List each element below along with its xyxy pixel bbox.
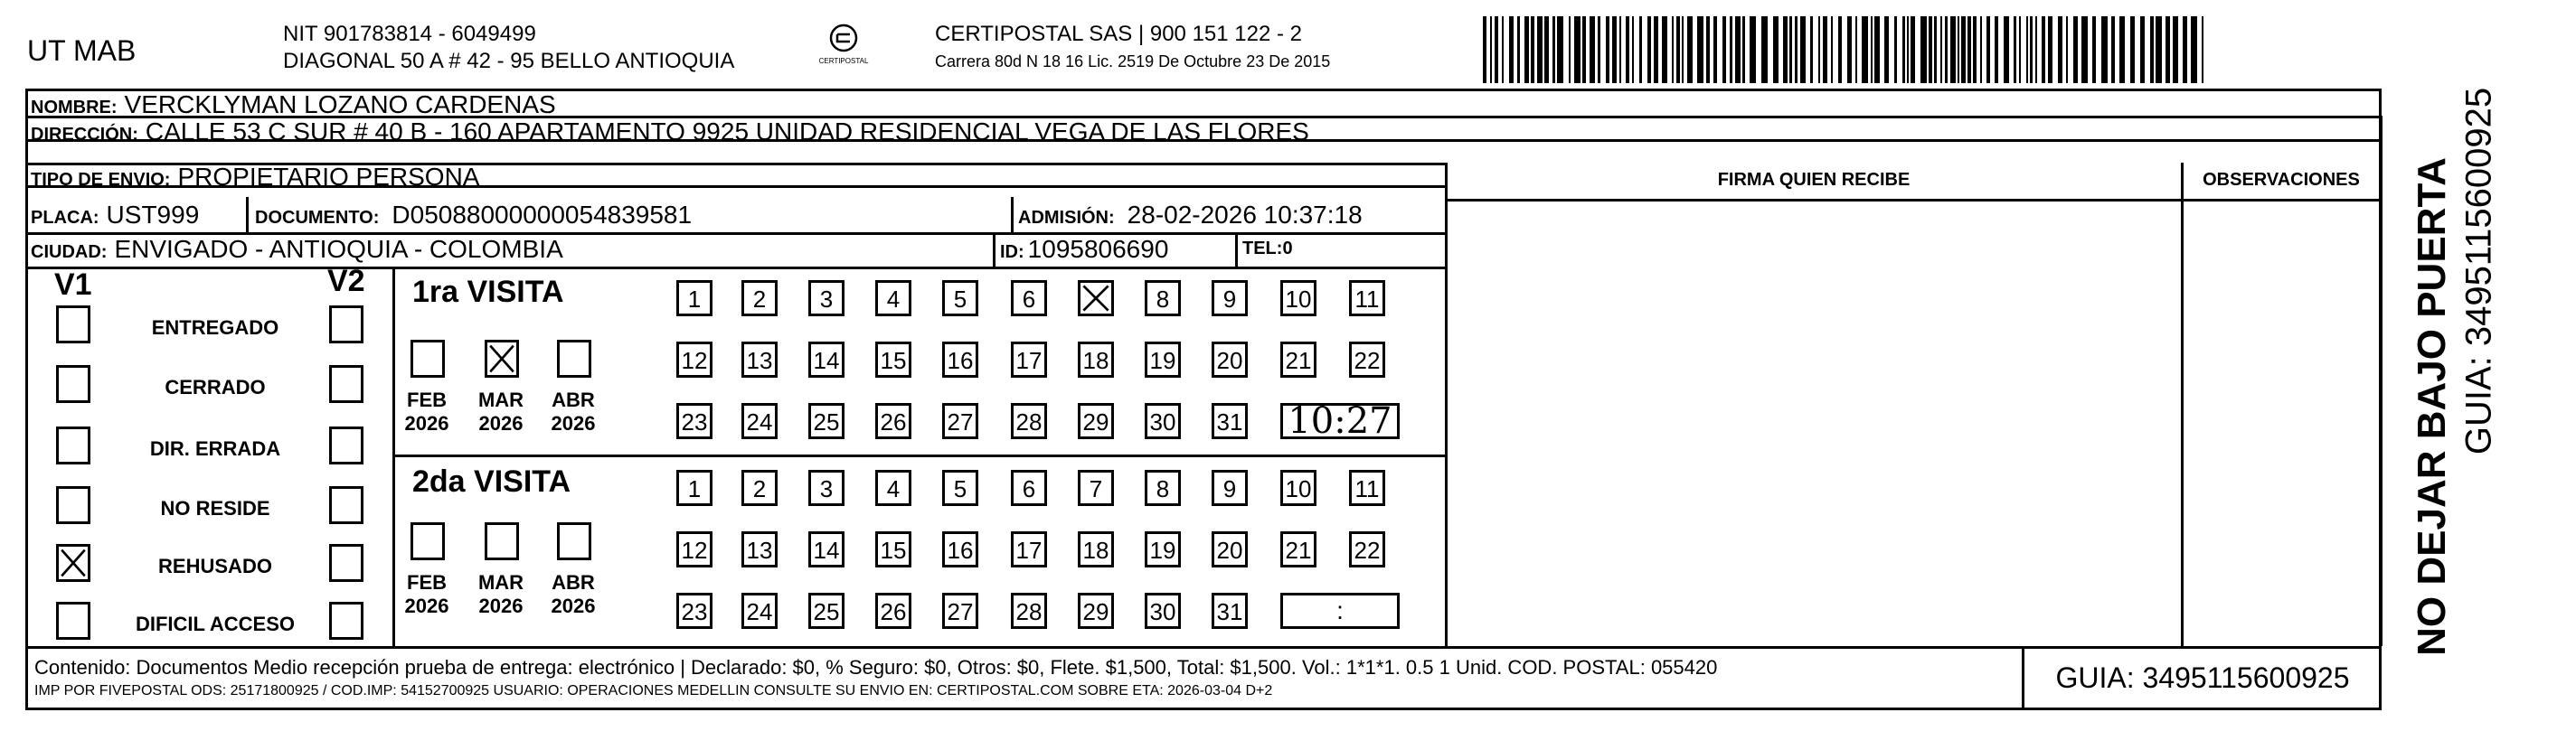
v2-label: V2 [327,264,365,298]
v1-checkbox-1[interactable] [56,365,90,403]
visit2-month-checkbox-0[interactable] [410,522,445,560]
visit2-day-15[interactable]: 15 [875,531,911,567]
visit2-title: 2da VISITA [412,464,571,499]
visit2-day-13[interactable]: 13 [741,531,778,567]
visit2-month-label-0: FEB 2026 [404,571,449,617]
visit1-day-13[interactable]: 13 [741,342,778,378]
visit2-day-31[interactable]: 31 [1212,593,1248,629]
visit2-day-16[interactable]: 16 [942,531,978,567]
visit2-day-22[interactable]: 22 [1349,531,1385,567]
imp-text: IMP POR FIVEPOSTAL ODS: 25171800925 / COD.IMP: 54152700925 USUARIO: OPERACIONES MEDELLIN CONSULTE SU ENVIO EN: CERTIPOSTAL.COM SOBRE ETA: 2026-03-04 D+2 [34,683,1273,698]
visit2-day-19[interactable]: 19 [1145,531,1181,567]
visit2-day-27[interactable]: 27 [942,593,978,629]
visit1-day-3[interactable]: 3 [808,280,845,316]
visit1-month-checkbox-0[interactable] [410,340,445,378]
visit1-day-8[interactable]: 8 [1145,280,1181,316]
state-label-1: CERRADO [165,376,266,398]
visit2-month-label-2: ABR 2026 [551,571,596,617]
v2-checkbox-1[interactable] [329,365,363,403]
documento-label: DOCUMENTO: [255,208,380,228]
visit2-day-10[interactable]: 10 [1280,470,1316,506]
admision-value: 28-02-2026 10:37:18 [1127,201,1363,229]
visit1-day-14[interactable]: 14 [808,342,845,378]
visit1-day-15[interactable]: 15 [875,342,911,378]
v1-checkbox-5[interactable] [56,602,90,640]
certipostal-logo [805,22,882,69]
visit2-day-23[interactable]: 23 [676,593,712,629]
visit1-month-checkbox-2[interactable] [557,340,591,378]
observaciones-label: OBSERVACIONES [2203,170,2360,190]
ciudad-value: ENVIGADO - ANTIOQUIA - COLOMBIA [114,235,563,263]
nombre-label: NOMBRE: [31,98,118,117]
firma-area[interactable] [1448,202,2180,644]
visit1-month-checkbox-1[interactable] [485,340,519,378]
visit2-day-8[interactable]: 8 [1145,470,1181,506]
visit2-day-28[interactable]: 28 [1011,593,1047,629]
visit1-day-17[interactable]: 17 [1011,342,1047,378]
footer-guia: GUIA: 3495115600925 [2055,661,2350,694]
tipo-envio-value: PROPIETARIO PERSONA [177,163,480,191]
state-label-0: ENTREGADO [151,316,279,339]
v2-checkbox-3[interactable] [329,486,363,524]
visit1-time-box[interactable]: 10:27 [1280,403,1400,439]
visit2-day-26[interactable]: 26 [875,593,911,629]
firma-label: FIRMA QUIEN RECIBE [1717,170,1911,190]
no-dejar-text: NO DEJAR BAJO PUERTA [2410,157,2454,656]
nombre-value: VERCKLYMAN LOZANO CARDENAS [124,90,556,118]
documento-value: D05088000000054839581 [392,201,693,229]
direccion-label: DIRECCIÓN: [31,125,138,145]
visit1-day-22[interactable]: 22 [1349,342,1385,378]
visit2-day-30[interactable]: 30 [1145,593,1181,629]
visit1-day-23[interactable]: 23 [676,403,712,439]
carrier-name: CERTIPOSTAL SAS | 900 151 122 - 2 [935,22,1302,46]
visit1-day-24[interactable]: 24 [741,403,778,439]
visit2-day-17[interactable]: 17 [1011,531,1047,567]
visit2-day-14[interactable]: 14 [808,531,845,567]
visit1-day-26[interactable]: 26 [875,403,911,439]
v2-checkbox-2[interactable] [329,427,363,464]
visit2-day-2[interactable]: 2 [741,470,778,506]
visit1-day-12[interactable]: 12 [676,342,712,378]
visit1-day-1[interactable]: 1 [676,280,712,316]
v2-checkbox-5[interactable] [329,602,363,640]
visit1-day-6[interactable]: 6 [1011,280,1047,316]
ut-label: UT MAB [27,34,137,67]
id-label: ID: [1000,242,1024,262]
visit2-day-29[interactable]: 29 [1078,593,1114,629]
visit2-day-20[interactable]: 20 [1212,531,1248,567]
state-label-3: NO RESIDE [160,497,270,520]
ciudad-label: CIUDAD: [31,242,108,262]
visit1-day-4[interactable]: 4 [875,280,911,316]
visit2-day-11[interactable]: 11 [1349,470,1385,506]
observaciones-area[interactable] [2184,202,2379,644]
tipo-envio-label: TIPO DE ENVIO: [31,170,171,190]
visit2-day-4[interactable]: 4 [875,470,911,506]
placa-label: PLACA: [31,208,99,228]
side-guia-text: GUIA: 3495115600925 [2458,87,2499,455]
visit1-day-30[interactable]: 30 [1145,403,1181,439]
v1-label: V1 [54,267,92,302]
visit1-day-28[interactable]: 28 [1011,403,1047,439]
visit1-day-16[interactable]: 16 [942,342,978,378]
visit1-day-27[interactable]: 27 [942,403,978,439]
visit1-day-10[interactable]: 10 [1280,280,1316,316]
v1-checkbox-0[interactable] [56,305,90,343]
visit1-day-29[interactable]: 29 [1078,403,1114,439]
visit2-time-box[interactable]: : [1280,593,1400,629]
logo-text: CERTIPOSTAL [818,57,869,65]
tel-value: 0 [1282,239,1293,258]
visit1-day-19[interactable]: 19 [1145,342,1181,378]
v2-checkbox-0[interactable] [329,305,363,343]
id-value: 1095806690 [1027,235,1169,263]
visit2-day-25[interactable]: 25 [808,593,845,629]
visit2-day-18[interactable]: 18 [1078,531,1114,567]
visit1-day-31[interactable]: 31 [1212,403,1248,439]
v1-checkbox-4[interactable] [56,544,90,582]
visit1-title: 1ra VISITA [412,275,564,309]
visit1-day-25[interactable]: 25 [808,403,845,439]
visit2-day-9[interactable]: 9 [1212,470,1248,506]
visit2-day-5[interactable]: 5 [942,470,978,506]
visit2-month-checkbox-1[interactable] [485,522,519,560]
visit2-day-21[interactable]: 21 [1280,531,1316,567]
v2-checkbox-4[interactable] [329,544,363,582]
sender-address: DIAGONAL 50 A # 42 - 95 BELLO ANTIOQUIA [283,49,735,73]
direccion-value: CALLE 53 C SUR # 40 B - 160 APARTAMENTO 9925 UNIDAD RESIDENCIAL VEGA DE LAS FLORES [145,117,1309,145]
visit1-day-20[interactable]: 20 [1212,342,1248,378]
visit2-month-checkbox-2[interactable] [557,522,591,560]
carrier-license: Carrera 80d N 18 16 Lic. 2519 De Octubre 23 De 2015 [935,52,1331,70]
state-label-2: DIR. ERRADA [149,437,281,460]
nit-text: NIT 901783814 - 6049499 [283,22,536,46]
state-label-4: REHUSADO [158,555,272,577]
admision-label: ADMISIÓN: [1018,208,1115,228]
visit2-day-12[interactable]: 12 [676,531,712,567]
visit1-day-21[interactable]: 21 [1280,342,1316,378]
visit1-day-7[interactable] [1078,280,1114,316]
barcode [1483,16,2206,83]
visit2-day-7[interactable]: 7 [1078,470,1114,506]
visit2-day-6[interactable]: 6 [1011,470,1047,506]
visit1-day-2[interactable]: 2 [741,280,778,316]
state-label-5: DIFICIL ACCESO [135,613,295,635]
contenido-text: Contenido: Documentos Medio recepción prueba de entrega: electrónico | Declarado: $0, % Seguro: $0, Otros: $0, Flete. $1,500, Total: $1,500. Vol.: 1*1*1. 0.5 1 Unid. COD. POSTAL: 055420 [34,656,1718,679]
v1-checkbox-3[interactable] [56,486,90,524]
visit1-month-label-2: ABR 2026 [551,389,596,435]
visit2-day-24[interactable]: 24 [741,593,778,629]
visit1-day-9[interactable]: 9 [1212,280,1248,316]
visit1-month-label-0: FEB 2026 [404,389,449,435]
visit1-day-18[interactable]: 18 [1078,342,1114,378]
visit2-day-1[interactable]: 1 [676,470,712,506]
visit1-day-11[interactable]: 11 [1349,280,1385,316]
tel-label: TEL: [1242,239,1283,258]
visit2-day-3[interactable]: 3 [808,470,845,506]
visit2-month-label-1: MAR 2026 [477,571,524,617]
visit1-day-5[interactable]: 5 [942,280,978,316]
v1-checkbox-2[interactable] [56,427,90,464]
placa-value: UST999 [106,201,200,229]
visit1-month-label-1: MAR 2026 [477,389,524,435]
